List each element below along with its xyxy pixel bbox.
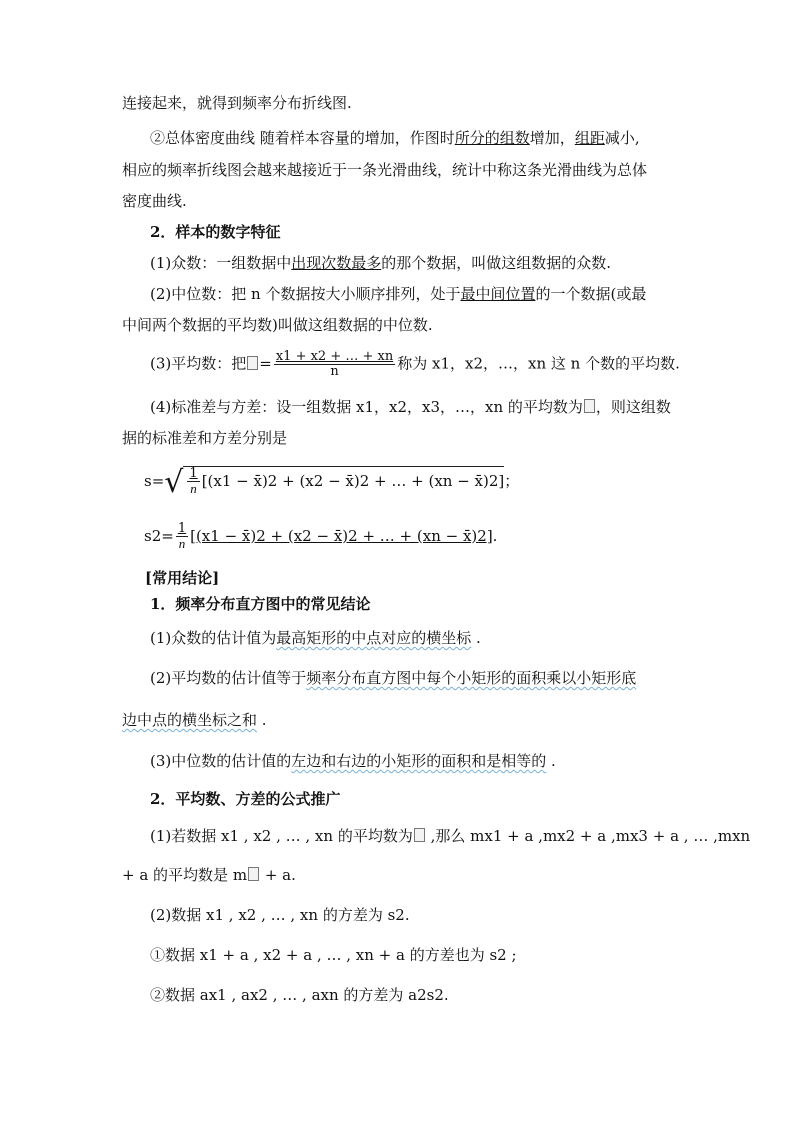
paragraph-line: 据的标准差和方差分别是 [122,429,288,447]
formula-body: [(x1 − x̄)2 + (x2 − x̄)2 + … + (xn − x̄)2] [190,527,493,545]
text: (1)若数据 x1 , x2 , … , xn 的平均数为 [150,827,413,845]
text: 的那个数据，叫做这组数据的众数. [381,254,612,272]
text: + a. [260,866,296,884]
text: 称为 x1，x2，…，xn 这 n 个数的平均数. [397,354,680,373]
mean-definition [150,349,680,379]
fraction-denominator: n [178,536,186,551]
conclusion-mode [150,628,676,648]
text: 的一个数据(或最 [535,285,647,303]
paragraph-line: 密度曲线. [122,192,187,210]
underlined-term: 出现次数最多 [291,254,382,272]
wavy-underlined-term: 最高矩形的中点对应的横坐标 [276,629,472,647]
variance-base: (2)数据 x1 , x2 , … , xn 的方差为 s2. [150,906,410,924]
x-bar-symbol [584,399,595,413]
variance-formula [144,522,676,552]
wavy-underlined-term: 左边和右边的小矩形的面积和是相等的 [291,752,547,770]
text: ,那么 mx1 + a ,mx2 + a ,mx3 + a , … ,mxn [425,827,751,845]
text: ②总体密度曲线 随着样本容量的增加，作图时 [150,129,455,147]
text: (3)平均数：把 [150,354,247,373]
std-definition [150,397,676,417]
text: 增加， [529,129,575,147]
text: (2)中位数：把 n 个数据按大小顺序排列，处于 [150,285,461,303]
sqrt-icon: √ [164,465,184,500]
text: . [257,711,267,729]
conclusion-heading-2: 2．平均数、方差的公式推广 [150,790,341,808]
text: 减小, [604,129,640,147]
fraction-denominator: n [330,364,339,379]
formula-body: [(x1 − x̄)2 + (x2 − x̄)2 + … + (xn − x̄)2] [201,472,505,490]
text: . [546,752,556,770]
fraction-numerator: 1 [177,521,187,536]
text: s= [144,472,165,490]
fraction-numerator: 1 [189,466,198,481]
density-curve-line [150,128,676,148]
one-over-n [187,467,199,497]
conclusion-heading-1: 1．频率分布直方图中的常见结论 [150,595,371,613]
text: (2)平均数的估计值等于 [150,669,307,687]
median-definition [150,284,676,304]
x-bar-symbol [248,867,259,881]
text: = [259,354,272,373]
mean-fraction [274,350,395,379]
wavy-underlined-term: 边中点的横坐标之和 [122,711,258,729]
x-bar-symbol [414,828,425,842]
std-formula [144,465,676,500]
text: (3)中位数的估计值的 [150,752,292,770]
x-bar-symbol [247,356,258,370]
conclusion-median [150,751,676,771]
underlined-term: 最中间位置 [460,285,536,303]
fraction-denominator: n [190,481,197,496]
paragraph-line: 中间两个数据的平均数)叫做这组数据的中位数. [122,316,433,334]
underlined-term: 所分的组数 [454,129,530,147]
text: (1)众数的估计值为 [150,629,277,647]
text: s2= [144,527,174,545]
sqrt-content [183,466,504,497]
wavy-underlined-term: 频率分布直方图中每个小矩形的面积乘以小矩形底 [306,669,637,687]
underlined-term: 组距 [574,129,605,147]
mean-generalization-cont [122,865,676,885]
conclusion-mean-cont [122,710,676,730]
fraction-numerator: x1 + x2 + … + xn [275,349,394,364]
section-heading: 2．样本的数字特征 [150,223,281,241]
variance-scale: ②数据 ax1 , ax2 , … , axn 的方差为 a2s2. [150,986,449,1004]
mean-generalization [150,826,751,846]
conclusion-mean [150,668,676,688]
mode-definition [150,253,676,273]
text: (1)众数：一组数据中 [150,254,292,272]
text: (4)标准差与方差：设一组数据 x1，x2，x3，…，xn 的平均数为 [150,398,583,416]
text: . [471,629,481,647]
text: + a 的平均数是 m [122,866,248,884]
conclusions-tag: [常用结论] [145,569,220,587]
text: ，则这组数 [595,398,671,416]
paragraph-line: 相应的频率折线图会越来越接近于一条光滑曲线，统计中称这条光滑曲线为总体 [122,161,648,179]
text: . [492,527,498,545]
paragraph-line: 连接起来，就得到频率分布折线图. [122,94,352,112]
variance-shift: ①数据 x1 + a , x2 + a , … , xn + a 的方差也为 s2 ; [150,946,517,964]
one-over-n [176,522,188,552]
text: ； [504,472,520,490]
